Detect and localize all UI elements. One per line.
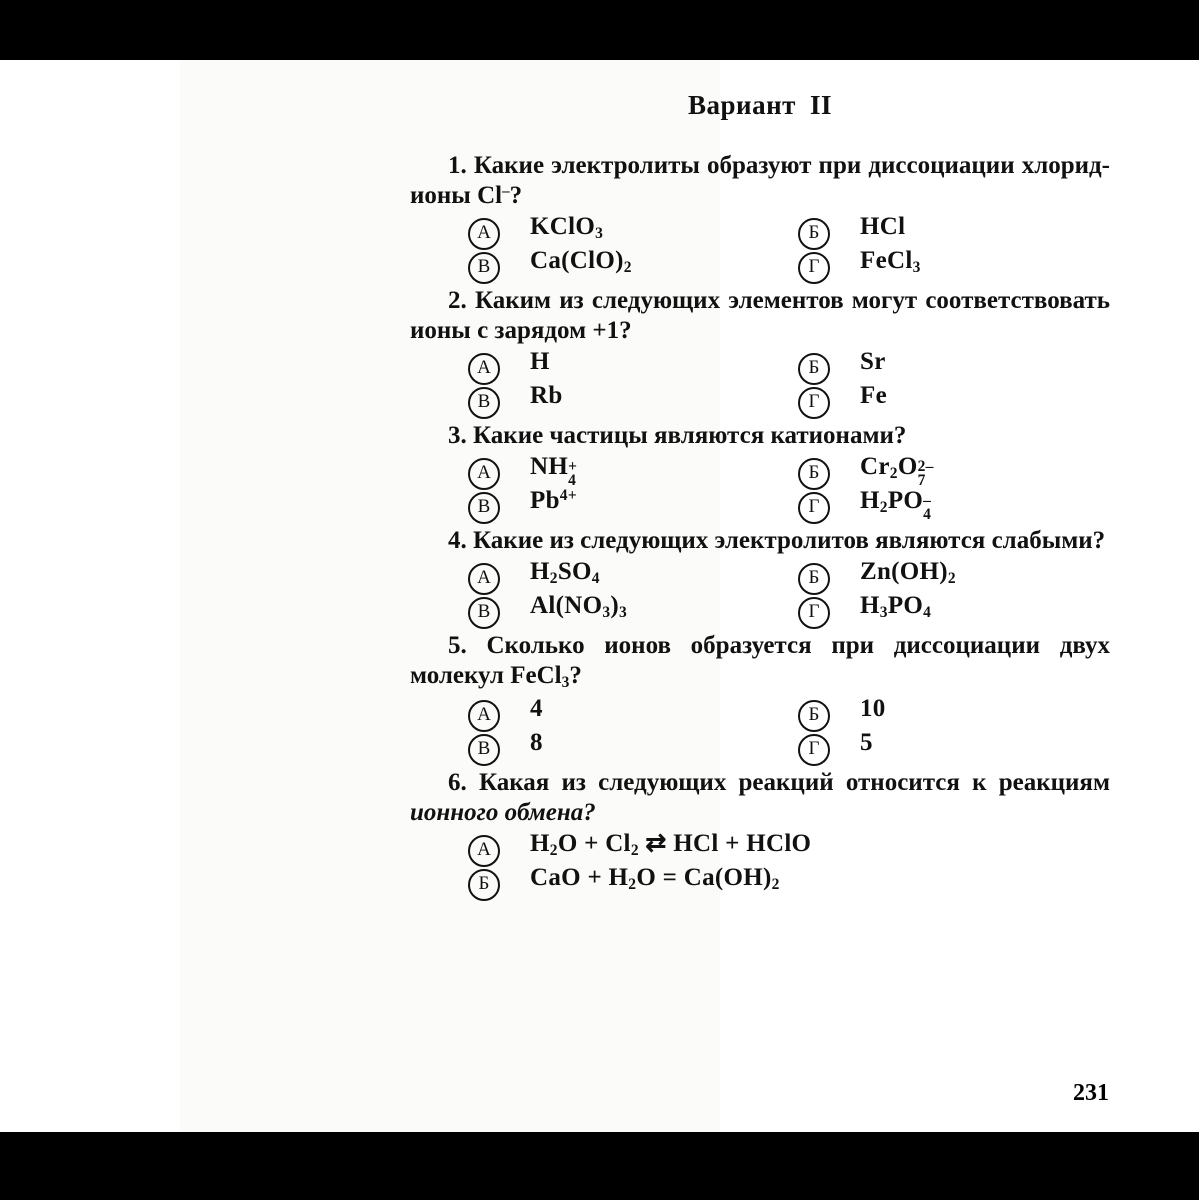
option-value-a: $H_2O + Cl_2$ ⇄ HCl + HClO <box>530 829 812 859</box>
option-value-b: 10 <box>860 694 886 722</box>
option-a[interactable] <box>410 213 740 246</box>
option-marker-b: Б <box>468 869 500 901</box>
option-b[interactable] <box>740 695 886 728</box>
question-4 <box>410 526 1110 625</box>
option-value-a: KClO$_3$ <box>530 213 604 242</box>
option-a[interactable] <box>410 830 811 863</box>
option-marker-g: Г <box>798 492 830 524</box>
option-value-g: $H_3PO_4$ <box>860 592 932 621</box>
question-2-options <box>410 348 1110 415</box>
option-g[interactable] <box>740 382 887 415</box>
option-marker-b: Б <box>798 563 830 595</box>
option-marker-v: В <box>468 734 500 766</box>
option-row <box>410 864 1110 897</box>
option-marker-a: А <box>468 353 500 385</box>
option-row <box>410 453 1110 490</box>
option-value-a: NH + 4 <box>530 453 578 490</box>
option-row <box>410 382 1110 415</box>
question-4-text: 4. Какие из следующих электролитов являются слабыми? <box>448 527 1106 555</box>
option-row <box>410 729 1110 762</box>
option-marker-v: В <box>468 387 500 419</box>
option-g[interactable] <box>740 247 921 280</box>
option-b[interactable] <box>740 348 886 381</box>
question-1 <box>410 151 1110 280</box>
option-marker-b: Б <box>798 458 830 490</box>
option-b[interactable] <box>740 213 905 246</box>
option-marker-a: А <box>468 218 500 250</box>
option-marker-b: Б <box>798 700 830 732</box>
option-value-v: 8 <box>530 728 543 756</box>
question-6-text: 6. Какая из следующих реакций относится к реакциям ионного обмена? <box>410 768 1110 826</box>
option-v[interactable] <box>410 487 740 520</box>
option-value-g: FeCl$_3$ <box>860 247 921 276</box>
option-row <box>410 487 1110 524</box>
option-value-g: 5 <box>860 728 873 756</box>
option-value-b: Sr <box>860 348 886 375</box>
option-marker-g: Г <box>798 387 830 419</box>
option-row <box>410 695 1110 728</box>
question-6 <box>410 768 1110 897</box>
question-4-options <box>410 558 1110 625</box>
option-row <box>410 247 1110 280</box>
option-row <box>410 830 1110 863</box>
option-marker-a: А <box>468 563 500 595</box>
option-v[interactable] <box>410 382 740 415</box>
option-value-b: $Zn(OH)_2$ <box>860 558 956 587</box>
option-a[interactable] <box>410 695 740 728</box>
option-marker-g: Г <box>798 734 830 766</box>
option-b[interactable] <box>740 558 956 591</box>
option-marker-a: А <box>468 835 500 867</box>
option-marker-b: Б <box>798 353 830 385</box>
option-value-a: H <box>530 348 550 375</box>
option-value-g: Fe <box>860 382 887 409</box>
option-marker-b: Б <box>798 218 830 250</box>
page-title <box>410 90 1110 121</box>
option-b[interactable] <box>740 453 938 490</box>
question-5-options <box>410 695 1110 762</box>
option-marker-g: Г <box>798 252 830 284</box>
page-title-variant-word: Вариант <box>688 90 796 120</box>
option-a[interactable] <box>410 453 740 490</box>
document-page <box>0 60 1199 1132</box>
option-value-v: $Pb^{4+}$ <box>530 487 577 515</box>
question-3-text: 3. Какие частицы являются катионами? <box>448 422 907 449</box>
option-value-v: $Ca(ClO)_2$ <box>530 247 632 276</box>
option-value-g: $H_2PO$ – 4 <box>860 487 932 524</box>
option-marker-a: А <box>468 458 500 490</box>
option-g[interactable] <box>740 592 931 625</box>
question-1-options <box>410 213 1110 280</box>
question-5-text: 5. Сколько ионов образуется при диссоциации двух молекул FeCl$_3$? <box>410 632 1110 691</box>
option-v[interactable] <box>410 247 740 280</box>
question-3 <box>410 421 1110 524</box>
option-value-a: $H_2SO_4$ <box>530 558 600 587</box>
question-6-options <box>410 830 1110 897</box>
document-content <box>410 90 1110 903</box>
option-row <box>410 592 1110 625</box>
option-a[interactable] <box>410 558 740 591</box>
option-row <box>410 558 1110 591</box>
option-value-b: CaO + $H_2O = Ca(OH)_2$ <box>530 863 780 893</box>
question-5 <box>410 631 1110 761</box>
option-a[interactable] <box>410 348 740 381</box>
option-value-a: 4 <box>530 694 543 722</box>
question-3-options <box>410 453 1110 524</box>
option-row <box>410 213 1110 246</box>
question-1-text: 1. Какие электролиты образуют при диссоциации хлорид-ионы Cl–? <box>410 152 1110 209</box>
question-2 <box>410 286 1110 415</box>
option-value-b: $Cr_2O$ 2– 7 <box>860 453 934 490</box>
option-b[interactable] <box>410 864 780 897</box>
option-g[interactable] <box>740 729 873 762</box>
option-value-v: Rb <box>530 382 563 409</box>
option-marker-a: А <box>468 700 500 732</box>
option-value-b: HCl <box>860 213 906 240</box>
option-value-v: $Al(NO_3)_3$ <box>530 592 628 621</box>
option-marker-g: Г <box>798 597 830 629</box>
option-row <box>410 348 1110 381</box>
option-marker-v: В <box>468 597 500 629</box>
page-title-variant-number: II <box>809 90 832 120</box>
option-marker-v: В <box>468 492 500 524</box>
option-v[interactable] <box>410 729 740 762</box>
option-g[interactable] <box>740 487 935 524</box>
option-marker-v: В <box>468 252 500 284</box>
page-number: 231 <box>1073 1080 1109 1106</box>
option-v[interactable] <box>410 592 740 625</box>
question-2-text: 2. Каким из следующих элементов могут соответствовать ионы с зарядом +1? <box>410 287 1110 344</box>
